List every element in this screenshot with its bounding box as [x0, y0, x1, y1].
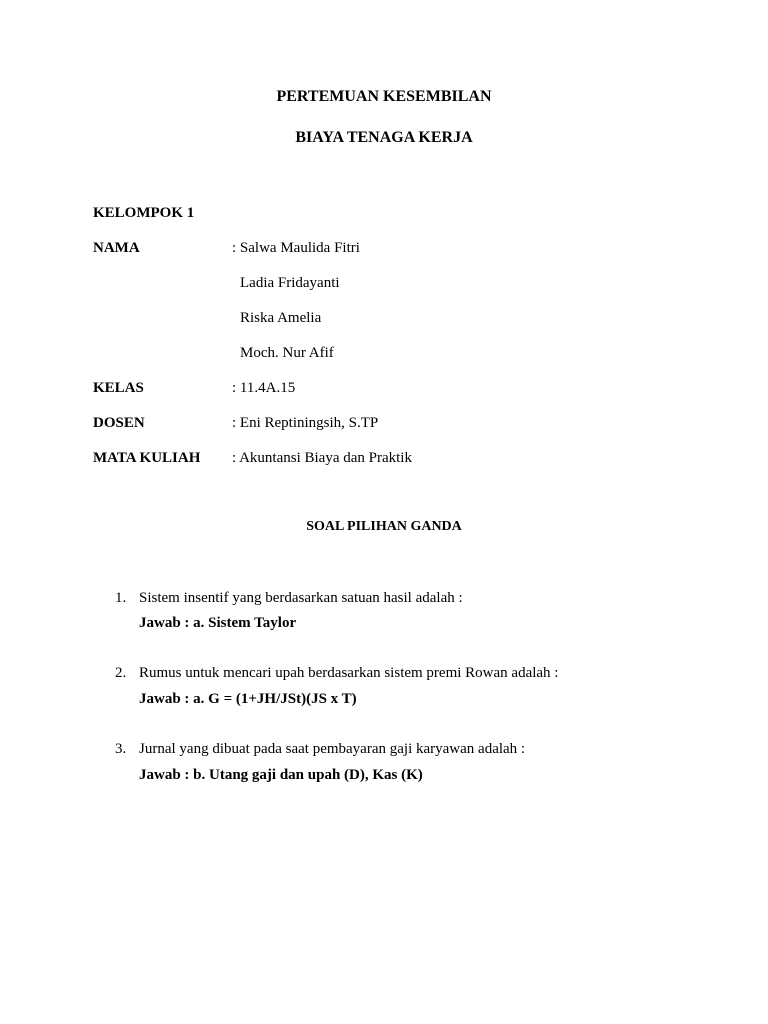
section-title: SOAL PILIHAN GANDA	[306, 519, 462, 534]
kelas-label: KELAS	[93, 380, 144, 396]
question-number: 1.	[115, 590, 127, 606]
nama-value-3: Riska Amelia	[240, 310, 322, 326]
question-text: Jurnal yang dibuat pada saat pembayaran gaji karyawan adalah :	[139, 741, 526, 757]
question-answer: Jawab : a. G = (1+JH/JSt)(JS x T)	[139, 691, 357, 707]
nama-value-2: Ladia Fridayanti	[240, 275, 340, 291]
question-text: Sistem insentif yang berdasarkan satuan hasil adalah :	[139, 590, 463, 606]
nama-value-4: Moch. Nur Afif	[240, 345, 334, 361]
mata-kuliah-value: : Akuntansi Biaya dan Praktik	[232, 450, 412, 466]
question-text: Rumus untuk mencari upah berdasarkan sistem premi Rowan adalah :	[139, 665, 559, 681]
group-label: KELOMPOK 1	[93, 205, 195, 221]
document-subtitle: BIAYA TENAGA KERJA	[295, 129, 473, 146]
dosen-value: : Eni Reptiningsih, S.TP	[232, 415, 379, 431]
question-answer: Jawab : a. Sistem Taylor	[139, 615, 297, 631]
kelas-value: : 11.4A.15	[232, 380, 296, 396]
question-number: 2.	[115, 665, 127, 681]
question-number: 3.	[115, 741, 127, 757]
document-title: PERTEMUAN KESEMBILAN	[276, 88, 492, 105]
nama-label: NAMA	[93, 240, 140, 256]
dosen-label: DOSEN	[93, 415, 145, 431]
mata-kuliah-label: MATA KULIAH	[93, 450, 201, 466]
question-answer: Jawab : b. Utang gaji dan upah (D), Kas (K)	[139, 767, 423, 783]
nama-value-1: : Salwa Maulida Fitri	[232, 240, 360, 256]
